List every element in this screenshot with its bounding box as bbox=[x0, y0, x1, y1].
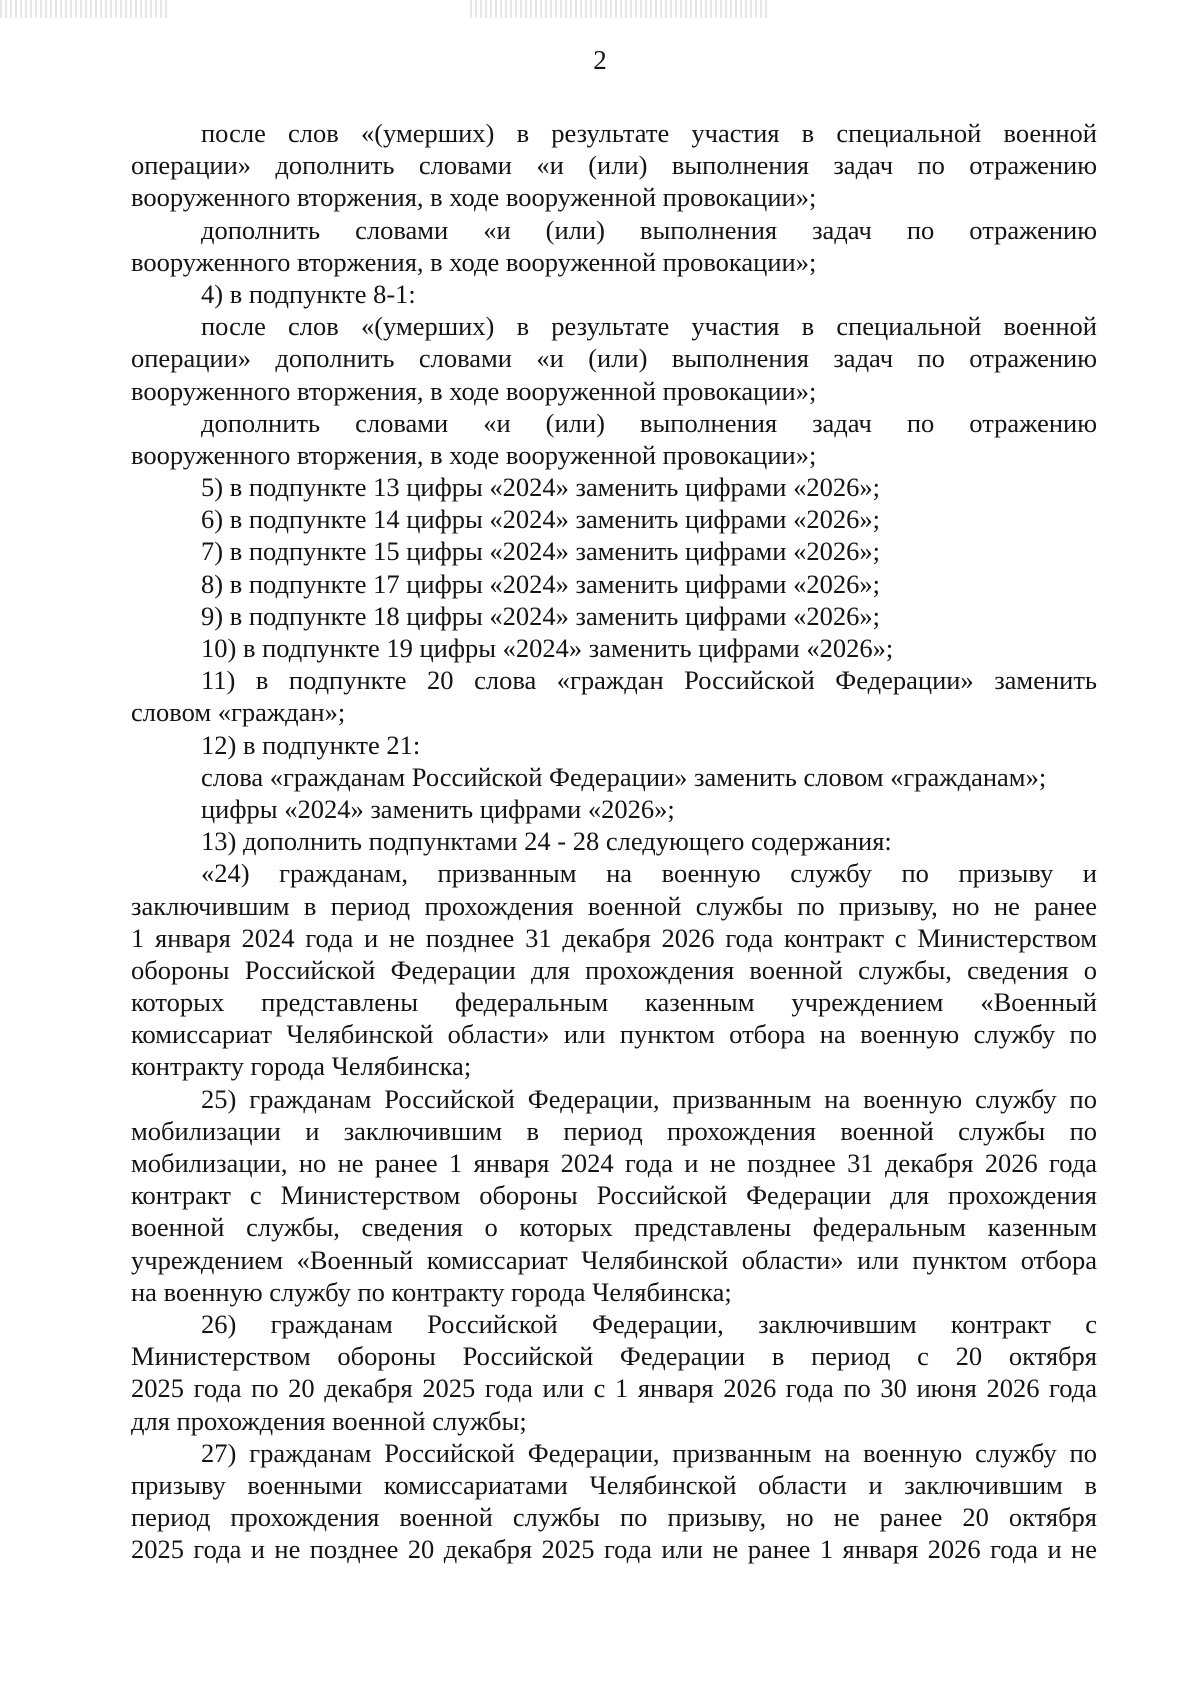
document-body bbox=[131, 117, 1097, 1565]
text-line: 27) гражданам Российской Федерации, призванным на военную службу по bbox=[201, 1437, 1097, 1468]
text-line: 13) дополнить подпунктами 24 - 28 следующего содержания: bbox=[201, 826, 892, 857]
text-line: вооруженного вторжения, в ходе вооруженной провокации»; bbox=[131, 246, 817, 277]
text-line: вооруженного вторжения, в ходе вооруженной провокации»; bbox=[131, 439, 817, 470]
text-line: 25) гражданам Российской Федерации, призванным на военную службу по bbox=[201, 1083, 1097, 1114]
text-line: период прохождения военной службы по призыву, но не ранее 20 октября bbox=[131, 1502, 1097, 1533]
text-line: 5) в подпункте 13 цифры «2024» заменить цифрами «2026»; bbox=[201, 472, 880, 503]
text-line: на военную службу по контракту города Челябинска; bbox=[131, 1276, 732, 1307]
text-line: военной службы, сведения о которых представлены федеральным казенным bbox=[131, 1212, 1097, 1243]
text-line: 26) гражданам Российской Федерации, заключившим контракт с bbox=[201, 1308, 1097, 1339]
text-line: 7) в подпункте 15 цифры «2024» заменить цифрами «2026»; bbox=[201, 536, 880, 567]
text-line: Министерством обороны Российской Федерации в период с 20 октября bbox=[131, 1341, 1097, 1372]
text-line: комиссариат Челябинской области» или пунктом отбора на военную службу по bbox=[131, 1019, 1097, 1050]
text-line: контракту города Челябинска; bbox=[131, 1051, 472, 1082]
text-line: вооруженного вторжения, в ходе вооруженной провокации»; bbox=[131, 182, 817, 213]
text-line: мобилизации и заключившим в период прохождения военной службы по bbox=[131, 1115, 1097, 1146]
text-line: 11) в подпункте 20 слова «граждан Российской Федерации» заменить bbox=[201, 665, 1097, 696]
scan-artifact-center bbox=[470, 0, 770, 18]
text-line: цифры «2024» заменить цифрами «2026»; bbox=[201, 793, 675, 824]
text-line: 2025 года и не позднее 20 декабря 2025 года или не ранее 1 января 2026 года и не bbox=[131, 1534, 1097, 1565]
text-line: 6) в подпункте 14 цифры «2024» заменить цифрами «2026»; bbox=[201, 504, 880, 535]
text-line: 9) в подпункте 18 цифры «2024» заменить цифрами «2026»; bbox=[201, 600, 880, 631]
text-line: 10) в подпункте 19 цифры «2024» заменить цифрами «2026»; bbox=[201, 633, 894, 663]
scan-artifact-left bbox=[0, 0, 170, 18]
text-line: контракт с Министерством обороны Российской Федерации для прохождения bbox=[131, 1180, 1097, 1211]
text-line: мобилизации, но не ранее 1 января 2024 года и не позднее 31 декабря 2026 года bbox=[131, 1148, 1097, 1178]
text-line: для прохождения военной службы; bbox=[131, 1405, 527, 1436]
text-line: операции» дополнить словами «и (или) выполнения задач по отражению bbox=[131, 343, 1097, 374]
text-line: 1 января 2024 года и не позднее 31 декабря 2026 года контракт с Министерством bbox=[131, 922, 1097, 953]
text-line: обороны Российской Федерации для прохождения военной службы, сведения о bbox=[131, 954, 1097, 985]
text-line: вооруженного вторжения, в ходе вооруженной провокации»; bbox=[131, 375, 817, 406]
text-line: 8) в подпункте 17 цифры «2024» заменить цифрами «2026»; bbox=[201, 568, 880, 599]
text-line: которых представлены федеральным казенным учреждением «Военный bbox=[131, 987, 1097, 1018]
page-number: 2 bbox=[593, 45, 607, 75]
text-line: 12) в подпункте 21: bbox=[201, 729, 421, 760]
text-line: «24) гражданам, призванным на военную службу по призыву и bbox=[201, 858, 1097, 889]
text-line: операции» дополнить словами «и (или) выполнения задач по отражению bbox=[131, 150, 1097, 181]
text-line: слова «гражданам Российской Федерации» заменить словом «гражданам»; bbox=[201, 761, 1047, 792]
text-line: заключившим в период прохождения военной службы по призыву, но не ранее bbox=[131, 890, 1097, 921]
text-line: 4) в подпункте 8-1: bbox=[201, 278, 416, 309]
text-line: словом «граждан»; bbox=[131, 697, 346, 728]
text-line: дополнить словами «и (или) выполнения задач по отражению bbox=[201, 407, 1097, 438]
text-line: 2025 года по 20 декабря 2025 года или с 1 января 2026 года по 30 июня 2026 года bbox=[131, 1373, 1097, 1404]
text-line: учреждением «Военный комиссариат Челябинской области» или пунктом отбора bbox=[131, 1244, 1097, 1275]
text-line: призыву военными комиссариатами Челябинской области и заключившим в bbox=[131, 1469, 1097, 1500]
text-line: дополнить словами «и (или) выполнения задач по отражению bbox=[201, 214, 1097, 245]
text-line: после слов «(умерших) в результате участия в специальной военной bbox=[201, 118, 1097, 148]
text-line: после слов «(умерших) в результате участия в специальной военной bbox=[201, 311, 1097, 342]
